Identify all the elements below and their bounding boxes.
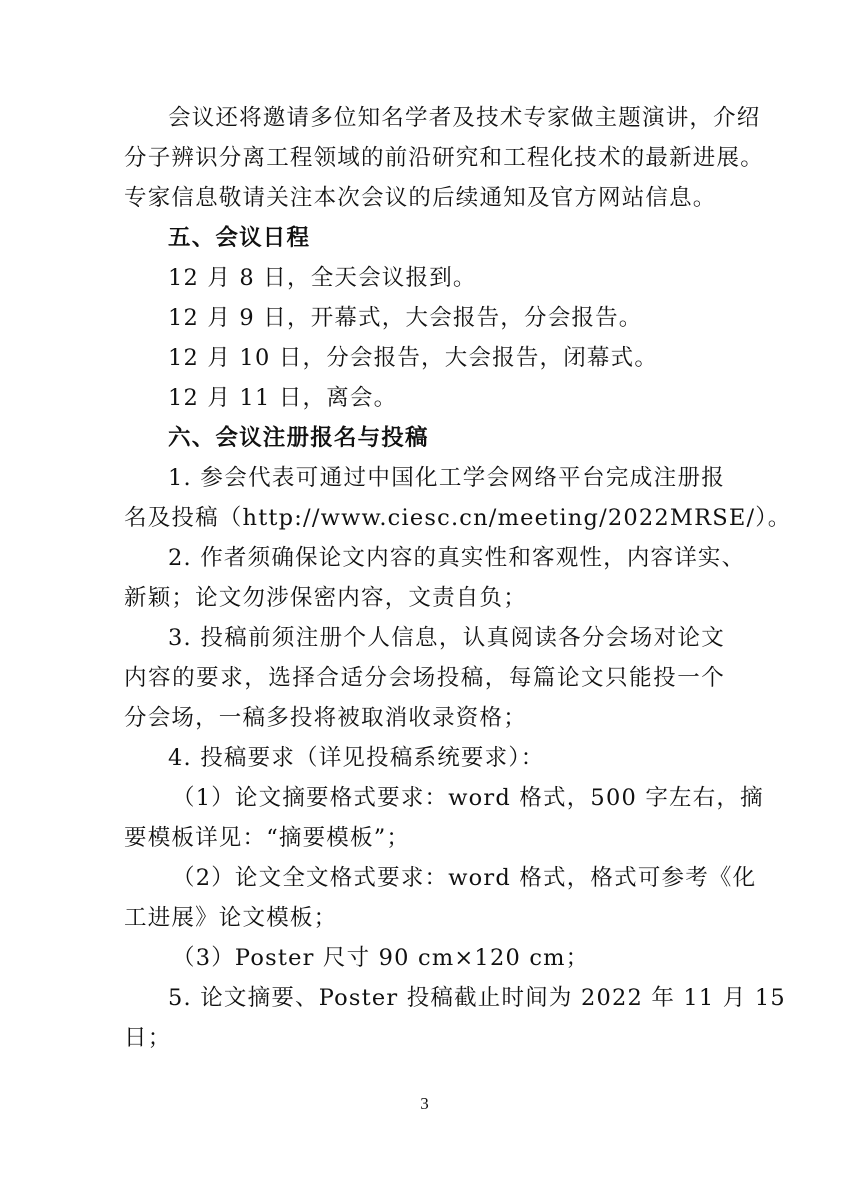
paragraph-line: 专家信息敬请关注本次会议的后续通知及官方网站信息。 [124,185,717,211]
sub-item-line: 工进展》论文模板； [124,905,338,931]
list-item-line: 分会场，一稿多投将被取消收录资格； [124,705,527,731]
section-heading-registration: 六、会议注册报名与投稿 [168,425,429,451]
list-item-line: 内容的要求，选择合适分会场投稿，每篇论文只能投一个 [124,665,725,691]
section-heading-schedule: 五、会议日程 [168,225,311,251]
paragraph-line: 会议还将邀请多位知名学者及技术专家做主题演讲，介绍 [168,105,761,131]
list-item-line: 新颖；论文勿涉保密内容，文责自负； [124,585,527,611]
list-item-line: 日； [124,1025,172,1051]
sub-item-line: （2）论文全文格式要求：word 格式，格式可参考《化 [172,865,757,891]
paragraph-line: 分子辨识分离工程领域的前沿研究和工程化技术的最新进展。 [124,145,764,171]
registration-link-line: 名及投稿（http://www.ciesc.cn/meeting/2022MRSE/）。 [124,505,792,531]
list-item-line: 5. 论文摘要、Poster 投稿截止时间为 2022 年 11 月 15 [168,985,786,1011]
page-number: 3 [420,1094,429,1113]
sub-item-line: （1）论文摘要格式要求：word 格式，500 字左右，摘 [172,785,764,811]
sub-item-line: 要模板详见：“摘要模板”； [124,825,411,851]
sub-item-line: （3）Poster 尺寸 90 cm×120 cm； [172,945,590,971]
list-item-line: 2. 作者须确保论文内容的真实性和客观性，内容详实、 [168,545,746,571]
schedule-item: 12 月 10 日，分会报告，大会报告，闭幕式。 [168,345,659,371]
schedule-item: 12 月 8 日，全天会议报到。 [168,265,477,291]
schedule-item: 12 月 9 日，开幕式，大会报告，分会报告。 [168,305,643,331]
schedule-item: 12 月 11 日，离会。 [168,385,398,411]
list-item-line: 1. 参会代表可通过中国化工学会网络平台完成注册报 [168,465,725,491]
list-item-line: 4. 投稿要求（详见投稿系统要求）： [168,745,545,771]
list-item-line: 3. 投稿前须注册个人信息，认真阅读各分会场对论文 [168,625,725,651]
